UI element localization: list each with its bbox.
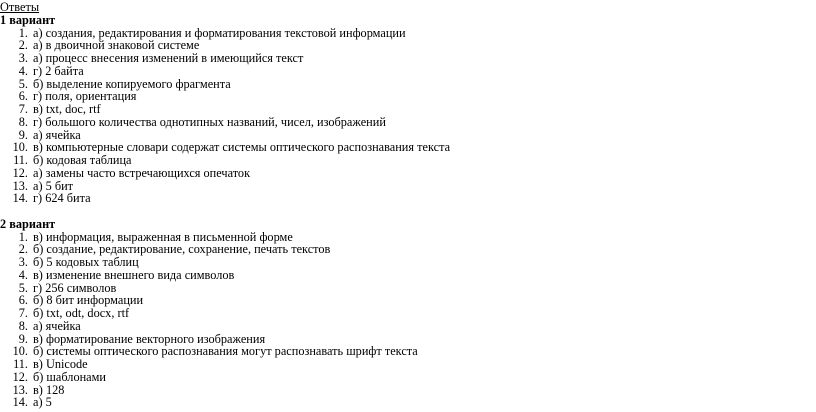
item-text: а) ячейка <box>33 318 81 333</box>
item-number: 4. <box>18 63 28 78</box>
list-item <box>0 396 816 409</box>
item-number: 7. <box>18 102 28 116</box>
item-number: 9. <box>18 331 28 346</box>
item-text: б) шаблонами <box>33 369 106 384</box>
item-text: а) 5 <box>33 395 52 410</box>
item-number: 6. <box>18 89 28 104</box>
item-text: б) 5 кодовых таблиц <box>33 255 139 269</box>
item-text: а) создания, редактирования и форматирования текстовой информации <box>33 25 406 40</box>
item-number: 11. <box>13 153 28 167</box>
item-number: 13. <box>12 382 28 397</box>
item-text: б) 8 бит информации <box>33 293 144 308</box>
list-item <box>0 192 816 205</box>
item-text: а) процесс внесения изменений в имеющийся текст <box>33 51 304 65</box>
list-item <box>0 167 816 180</box>
variant-2-heading: 2 вариант <box>0 216 56 231</box>
item-text: в) 128 <box>33 382 65 397</box>
item-number: 13. <box>12 178 28 193</box>
item-number: 14. <box>12 395 28 410</box>
variant-1-heading: 1 вариант <box>0 12 56 27</box>
item-text: в) Unicode <box>33 357 88 371</box>
item-number: 3. <box>18 51 28 65</box>
list-item <box>0 269 816 282</box>
item-text: а) 5 бит <box>33 178 74 193</box>
item-text: в) компьютерные словари содержат системы оптического распознавания текста <box>33 140 451 155</box>
list-item <box>0 52 816 65</box>
item-text: г) 256 символов <box>33 280 117 295</box>
item-number: 9. <box>18 127 28 142</box>
item-text: в) форматирование векторного изображения <box>33 331 266 346</box>
list-item <box>0 345 816 358</box>
item-text: а) ячейка <box>33 127 81 142</box>
item-number: 1. <box>18 229 28 244</box>
item-number: 8. <box>18 114 28 129</box>
item-text: в) txt, doc, rtf <box>33 102 101 116</box>
item-text: в) информация, выраженная в письменной форме <box>33 229 293 244</box>
item-text: б) системы оптического распознавания могут распознавать шрифт текста <box>33 344 418 359</box>
item-text: б) кодовая таблица <box>33 153 132 167</box>
answers-document <box>0 1 816 409</box>
item-number: 3. <box>18 255 28 269</box>
item-number: 12. <box>12 369 28 384</box>
item-text: б) создание, редактирование, сохранение, печать текстов <box>33 242 331 257</box>
item-number: 6. <box>18 293 28 308</box>
item-text: а) в двоичной знаковой системе <box>33 38 200 53</box>
list-item <box>0 371 816 384</box>
item-text: а) замены часто встречающихся опечаток <box>33 165 251 180</box>
list-item <box>0 116 816 129</box>
list-item <box>0 307 816 320</box>
item-number: 14. <box>12 191 28 206</box>
item-text: г) 624 бита <box>33 191 91 206</box>
item-number: 2. <box>18 242 28 257</box>
item-text: б) txt, odt, docx, rtf <box>33 306 130 320</box>
list-item <box>0 90 816 103</box>
item-number: 4. <box>18 267 28 282</box>
list-item <box>0 384 816 397</box>
item-number: 11. <box>13 357 28 371</box>
item-text: в) изменение внешнего вида символов <box>33 267 235 282</box>
item-text: г) 2 байта <box>33 63 84 78</box>
item-number: 7. <box>18 306 28 320</box>
item-number: 12. <box>12 165 28 180</box>
item-number: 2. <box>18 38 28 53</box>
item-number: 1. <box>18 25 28 40</box>
item-text: г) поля, ориентация <box>33 89 137 104</box>
document-title: Ответы <box>0 0 40 14</box>
item-number: 10. <box>12 140 28 155</box>
section-spacer <box>0 205 816 218</box>
list-item <box>0 358 816 371</box>
item-text: г) большого количества однотипных названий, чисел, изображений <box>33 114 386 129</box>
item-number: 10. <box>12 344 28 359</box>
item-number: 8. <box>18 318 28 333</box>
variant-2-list <box>0 231 816 410</box>
list-item <box>0 180 816 193</box>
variant-1-list <box>0 27 816 206</box>
item-number: 5. <box>18 76 28 91</box>
item-number: 5. <box>18 280 28 295</box>
item-text: б) выделение копируемого фрагмента <box>33 76 231 91</box>
